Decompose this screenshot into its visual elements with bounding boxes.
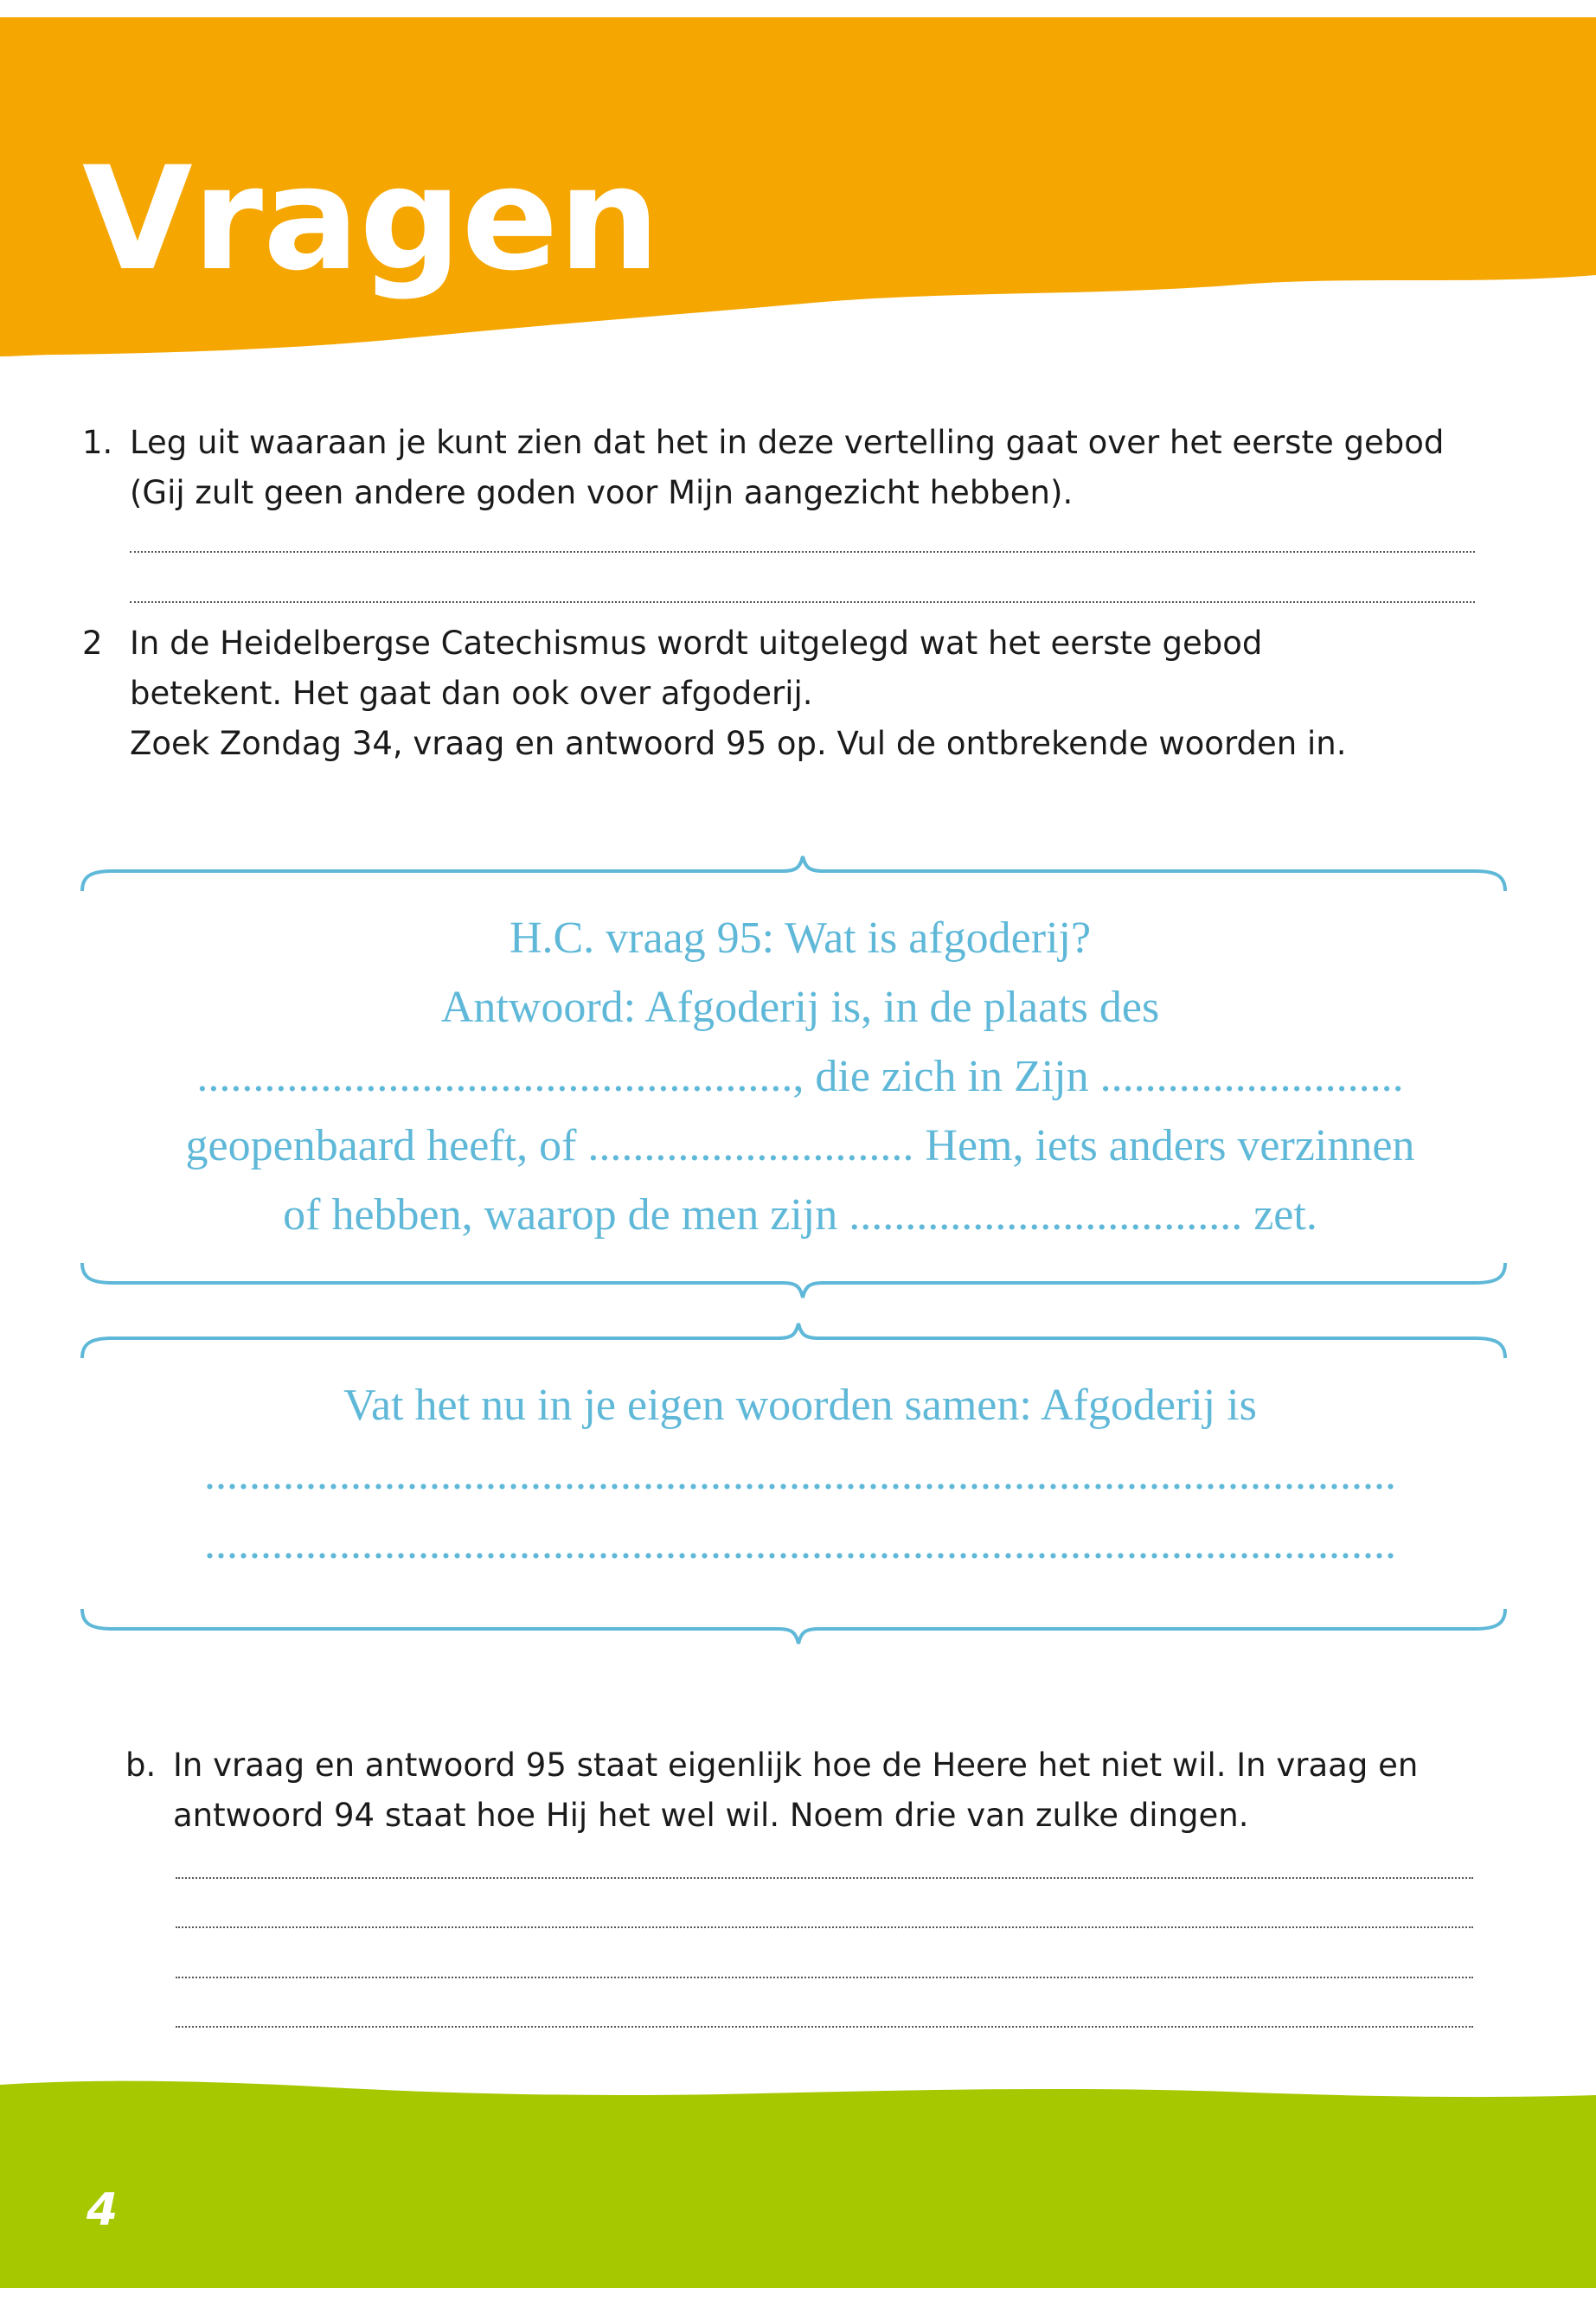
catechism-box [121,904,1479,1250]
answer-line[interactable] [176,1926,1473,1928]
question-number: b. [125,1747,157,1784]
question-text: Zoek Zondag 34, vraag en antwoord 95 op. Vul de ontbrekende woorden in. [130,725,1347,762]
footer-band [0,2059,1596,2301]
fill-in-line[interactable]: .......................................................................................................... [204,1519,1396,1568]
question-text: In vraag en antwoord 95 staat eigenlijk hoe de Heere het niet wil. In vraag en [173,1747,1419,1784]
page-number: 4 [87,2184,119,2236]
fill-in-line[interactable]: ....................................................., die zich in Zijn ........................... [196,1052,1404,1101]
question-text: Leg uit waaraan je kunt zien dat het in deze vertelling gaat over het eerste gebod [130,424,1445,461]
summary-box [121,1371,1479,1579]
page-title [82,104,660,329]
fill-in-line[interactable]: of hebben, waarop de men zijn ................................... zet. [283,1190,1317,1240]
svg-text:Vragen: Vragen [82,136,660,302]
answer-line[interactable] [176,1877,1473,1879]
box-line: Antwoord: Afgoderij is, in de plaats des [440,983,1160,1032]
brace-top [78,852,1509,895]
question-number: 2 [82,625,103,662]
question-number: 1. [82,424,113,461]
answer-line[interactable] [176,2026,1473,2028]
question-1 [82,418,1501,522]
question-text: (Gij zult geen andere goden voor Mijn aangezicht hebben). [130,474,1074,511]
brace-top [78,1319,1509,1362]
brace-bottom [78,1605,1509,1648]
question-b [125,1740,1501,1844]
fill-in-line[interactable]: .......................................................................................................... [204,1450,1396,1499]
question-2 [82,619,1501,774]
fill-in-line[interactable]: geopenbaard heeft, of ............................. Hem, iets anders verzinnen [185,1121,1415,1170]
answer-line[interactable] [176,1977,1473,1978]
brace-bottom [78,1259,1509,1302]
answer-line[interactable] [130,601,1475,603]
box-line: Vat het nu in je eigen woorden samen: Afgoderij is [343,1381,1257,1430]
question-text: betekent. Het gaat dan ook over afgoderij. [130,675,813,712]
question-text: In de Heidelbergse Catechismus wordt uitgelegd wat het eerste gebod [130,625,1263,662]
box-line: H.C. vraag 95: Wat is afgoderij? [509,913,1092,963]
answer-line[interactable] [130,551,1475,553]
question-text: antwoord 94 staat hoe Hij het wel wil. Noem drie van zulke dingen. [173,1797,1249,1834]
